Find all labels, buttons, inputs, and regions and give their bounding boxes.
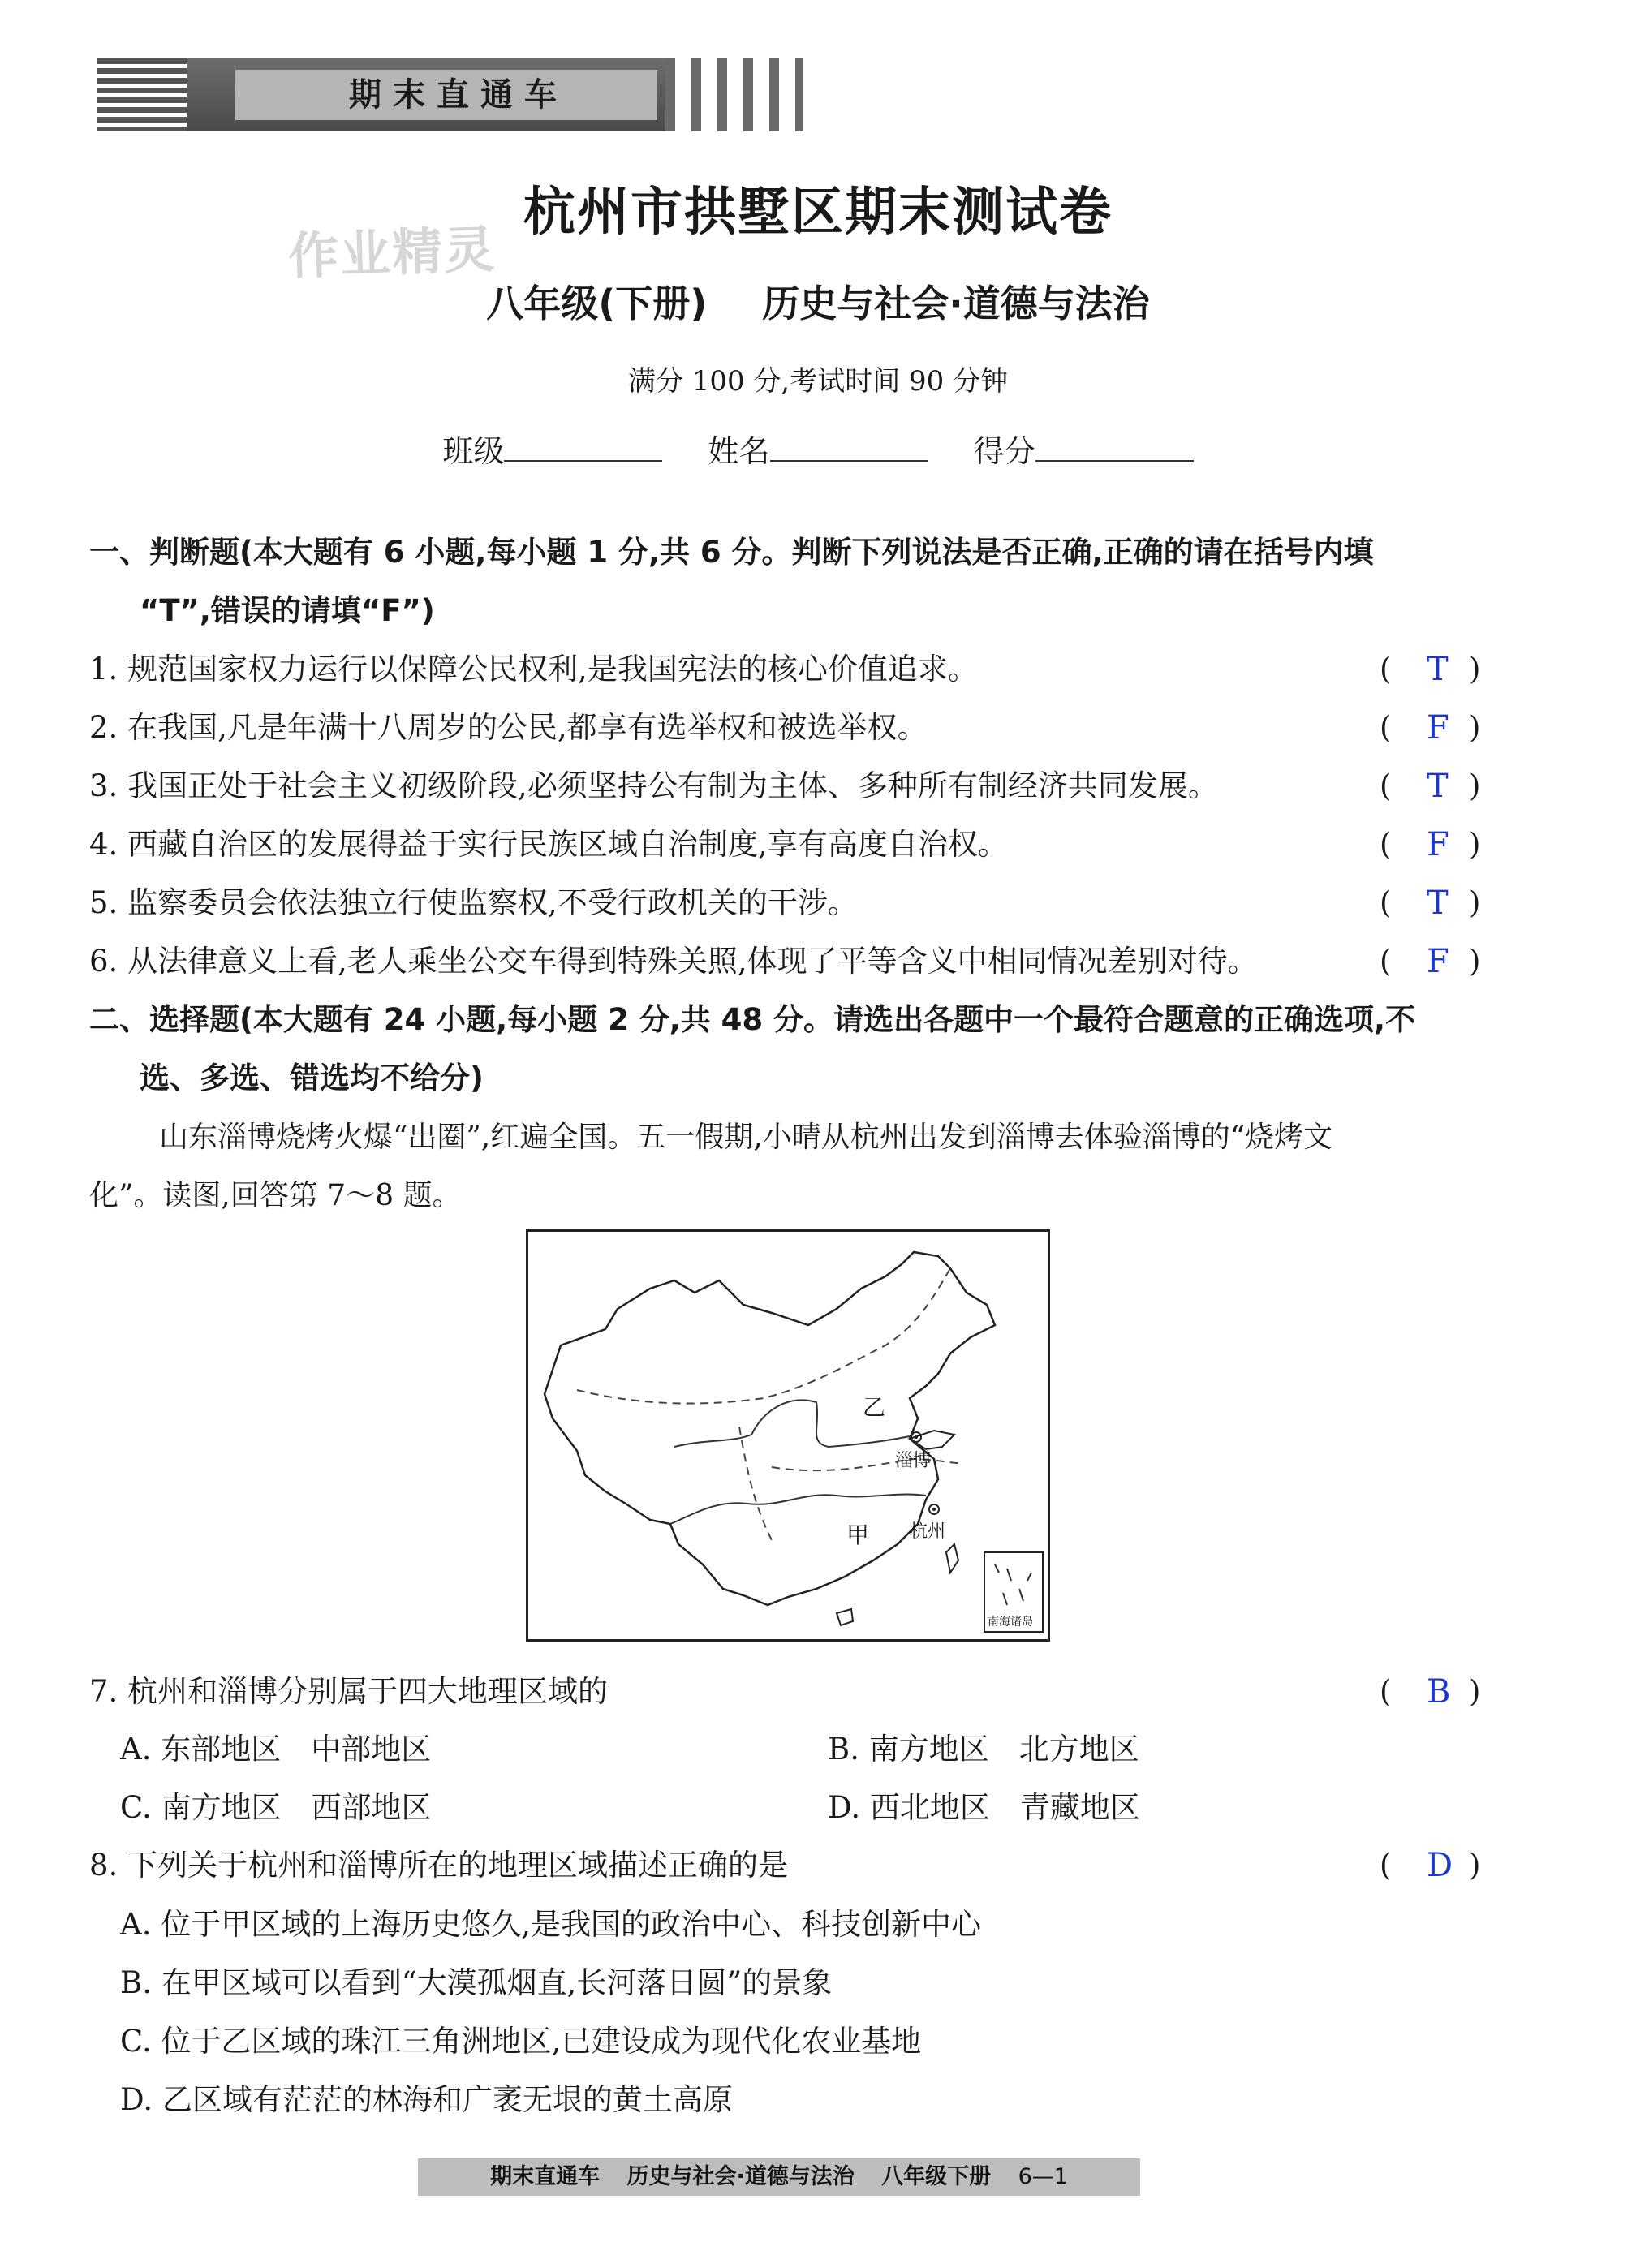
- q7-option-b: B. 南方地区 北方地区: [828, 1732, 1139, 1767]
- map-label-yi: 乙: [863, 1394, 886, 1421]
- map-label-inset: 南海诸岛: [988, 1616, 1033, 1629]
- exam-meta: 满分 100 分,考试时间 90 分钟: [627, 365, 1009, 398]
- page-title: 杭州市拱墅区期末测试卷: [523, 183, 1113, 243]
- map-yangtze-river: [670, 1495, 926, 1524]
- passage-line2: 化”。读图,回答第 7～8 题。: [89, 1179, 462, 1212]
- tf-answer-3-value: T: [1427, 768, 1449, 805]
- score-field[interactable]: [974, 426, 1194, 471]
- banner-label: 期末直通车: [235, 70, 657, 120]
- map-north-boundary: [577, 1268, 950, 1404]
- q7-option-a: A. 东部地区 中部地区: [120, 1732, 432, 1767]
- tf-item-3: 3. 我国正处于社会主义初级阶段,必须坚持公有制为主体、多种所有制经济共同发展。: [89, 768, 1218, 803]
- passage-line1: 山东淄博烧烤火爆“出圈”,红遍全国。五一假期,小晴从杭州出发到淄博去体验淄博的“烧烤文: [159, 1121, 1333, 1154]
- q8-option-d: D. 乙区域有茫茫的林海和广袤无垠的黄土高原: [120, 2082, 733, 2117]
- subtitle-grade: 八年级(下册): [486, 282, 708, 325]
- section1-heading-line1: 一、判断题(本大题有 6 小题,每小题 1 分,共 6 分。判断下列说法是否正确,正确的请在括号内填: [89, 535, 1374, 570]
- footer-series: 期末直通车: [490, 2164, 601, 2189]
- map-label-jia: 甲: [846, 1521, 870, 1548]
- name-blank[interactable]: [770, 431, 928, 462]
- footer-subject: 历史与社会·道德与法治: [626, 2164, 855, 2189]
- score-blank[interactable]: [1035, 431, 1194, 462]
- subtitle: [0, 274, 1636, 328]
- map-hainan: [837, 1609, 853, 1625]
- banner-stripes-right: [665, 58, 803, 131]
- q8-option-a: A. 位于甲区域的上海历史悠久,是我国的政治中心、科技创新中心: [120, 1907, 982, 1942]
- class-field[interactable]: [442, 426, 662, 471]
- section1-heading-line2: “T”,错误的请填“F”): [140, 593, 435, 628]
- student-fields: [0, 426, 1636, 471]
- map-taiwan: [946, 1544, 958, 1573]
- tf-item-2: 2. 在我国,凡是年满十八周岁的公民,都享有选举权和被选举权。: [89, 710, 928, 745]
- header-banner: [97, 58, 803, 131]
- q7-option-d: D. 西北地区 青藏地区: [828, 1790, 1140, 1825]
- map-hangzhou-dot: [932, 1508, 936, 1511]
- q8-stem: 8. 下列关于杭州和淄博所在的地理区域描述正确的是: [89, 1848, 789, 1883]
- tf-answer-6-value: F: [1427, 943, 1449, 980]
- banner-stripes-left: [97, 58, 187, 131]
- footer-grade: 八年级下册: [881, 2164, 992, 2189]
- tf-item-6: 6. 从法律意义上看,老人乘坐公交车得到特殊关照,体现了平等含义中相同情况差别对待。: [89, 944, 1258, 979]
- map-zibo-dot: [915, 1435, 918, 1439]
- passage: [89, 1108, 1518, 1225]
- tf-answer-2-value: F: [1427, 709, 1449, 747]
- name-field[interactable]: [708, 426, 928, 471]
- q7-option-c: C. 南方地区 西部地区: [120, 1790, 432, 1825]
- subtitle-subject: 历史与社会·道德与法治: [762, 282, 1150, 325]
- tf-item-1: 1. 规范国家权力运行以保障公民权利,是我国宪法的核心价值追求。: [89, 652, 978, 686]
- tf-item-4: 4. 西藏自治区的发展得益于实行民族区域自治制度,享有高度自治权。: [89, 827, 1008, 862]
- name-label: 姓名: [708, 433, 770, 469]
- china-map: [526, 1229, 1050, 1642]
- q8-answer-value: D: [1427, 1847, 1453, 1884]
- q7-stem: 7. 杭州和淄博分别属于四大地理区域的: [89, 1674, 609, 1709]
- q8-option-b: B. 在甲区域可以看到“大漠孤烟直,长河落日圆”的景象: [120, 1965, 833, 2000]
- tf-answer-4-value: F: [1427, 826, 1449, 863]
- score-label: 得分: [973, 433, 1035, 469]
- footer-page: 6—1: [1018, 2164, 1068, 2189]
- q7-answer-value: B: [1427, 1673, 1451, 1711]
- watermark: 作业精灵: [286, 219, 497, 286]
- q8-option-c: C. 位于乙区域的珠江三角洲地区,已建设成为现代化农业基地: [120, 2024, 922, 2059]
- class-label: 班级: [442, 433, 505, 469]
- section2-heading-line2: 选、多选、错选均不给分): [140, 1061, 484, 1095]
- section2-heading-line1: 二、选择题(本大题有 24 小题,每小题 2 分,共 48 分。请选出各题中一个最符合题意的正确选项,不: [89, 1002, 1416, 1037]
- tf-item-5: 5. 监察委员会依法独立行使监察权,不受行政机关的干涉。: [89, 885, 858, 920]
- map-label-zibo: 淄博: [895, 1451, 932, 1471]
- class-blank[interactable]: [504, 431, 662, 462]
- tf-answer-5-value: T: [1427, 884, 1449, 922]
- page-footer: [418, 2158, 1140, 2196]
- map-label-hangzhou: 杭州: [910, 1521, 946, 1542]
- map-west-boundary: [739, 1427, 772, 1540]
- tf-answer-1-value: T: [1427, 651, 1449, 688]
- china-map-svg: [528, 1232, 1048, 1639]
